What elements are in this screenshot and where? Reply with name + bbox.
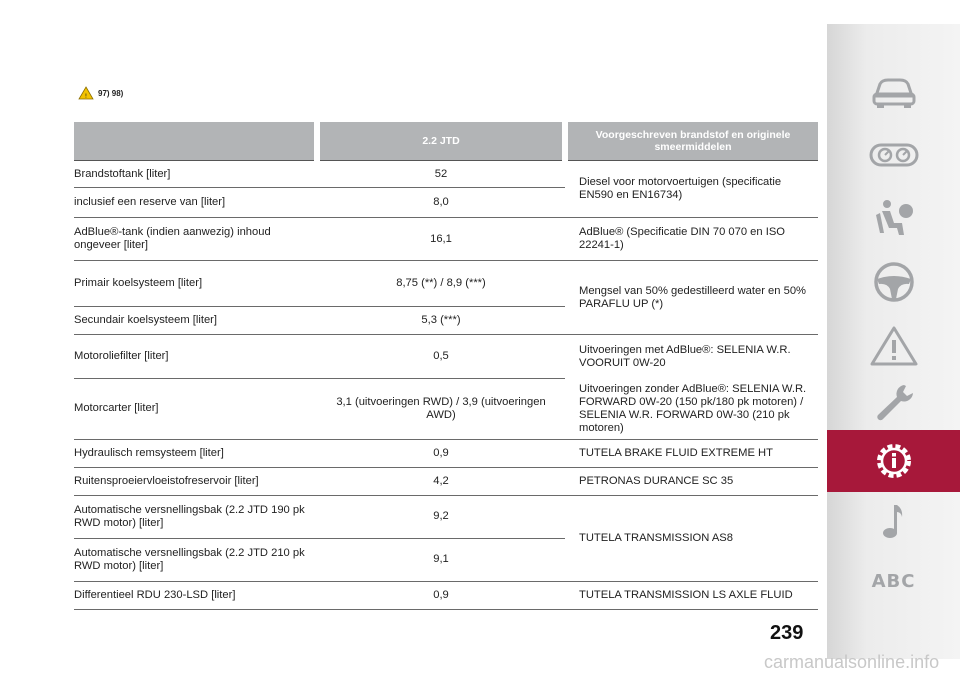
header-engine: 2.2 JTD (317, 122, 565, 161)
music-note-icon (868, 500, 920, 542)
table-row (74, 261, 818, 307)
gear-info-icon (868, 440, 920, 482)
table-row (74, 335, 818, 379)
sidebar-item-emergency[interactable] (827, 320, 960, 372)
sidebar-item-multimedia[interactable] (827, 496, 960, 546)
warning-triangle-icon (78, 86, 94, 100)
steering-wheel-icon (868, 261, 920, 303)
fluid-adblue: AdBlue® (Specificatie DIN 70 070 en ISO 22241-1) (565, 218, 818, 261)
row-label: Hydraulisch remsysteem [liter] (74, 439, 317, 467)
row-label: Motoroliefilter [liter] (74, 335, 317, 379)
row-value: 5,3 (***) (317, 307, 565, 335)
row-value: 4,2 (317, 467, 565, 495)
sidebar-item-driving[interactable] (827, 256, 960, 308)
dashboard-icon (868, 134, 920, 176)
row-label: Automatische versnellingsbak (2.2 JTD 210 pk RWD motor) [liter] (74, 538, 317, 581)
fluid-coolant: Mengsel van 50% gedestilleerd water en 50% PARAFLU UP (*) (565, 261, 818, 335)
row-value: 0,9 (317, 439, 565, 467)
row-label: Primair koelsysteem [liter] (74, 261, 317, 307)
table-row (74, 218, 818, 261)
row-value: 8,75 (**) / 8,9 (***) (317, 261, 565, 307)
sidebar-item-technical-data[interactable] (827, 430, 960, 492)
row-value: 9,2 (317, 495, 565, 538)
row-label: AdBlue®-tank (indien aanwezig) inhoud ongeveer [liter] (74, 218, 317, 261)
index-abc-label: ABC (871, 570, 916, 592)
header-fluids: Voorgeschreven brandstof en originele smeermiddelen (565, 122, 818, 161)
row-label: Secundair koelsysteem [liter] (74, 307, 317, 335)
row-value: 8,0 (317, 188, 565, 218)
sidebar-item-maintenance[interactable] (827, 374, 960, 430)
airbag-icon (868, 197, 920, 239)
table-row (74, 581, 818, 609)
row-value: 16,1 (317, 218, 565, 261)
chapter-sidebar (827, 24, 960, 659)
table-row (74, 439, 818, 467)
row-label: inclusief een reserve van [liter] (74, 188, 317, 218)
sidebar-item-car[interactable] (827, 66, 960, 116)
warning-icon (868, 325, 920, 367)
row-label: Motorcarter [liter] (74, 379, 317, 440)
warning-ref-text: 97) 98) (98, 88, 124, 98)
sidebar-item-safety[interactable] (827, 192, 960, 244)
row-value: 52 (317, 161, 565, 188)
table-header (74, 122, 818, 161)
header-empty (74, 122, 317, 161)
row-label: Ruitensproeiervloeistofreservoir [liter] (74, 467, 317, 495)
warning-refs (78, 86, 123, 100)
fluid-oil-adblue: Uitvoeringen met AdBlue®: SELENIA W.R. VOORUIT 0W-20 (579, 343, 791, 369)
watermark: carmanualsonline.info (764, 652, 940, 672)
row-value: 3,1 (uitvoeringen RWD) / 3,9 (uitvoeringen AWD) (317, 379, 565, 440)
fluid-differential: TUTELA TRANSMISSION LS AXLE FLUID (565, 581, 818, 609)
page-number: 239 (770, 622, 804, 644)
sidebar-item-dashboard[interactable] (827, 130, 960, 180)
row-value: 0,5 (317, 335, 565, 379)
table-row (74, 161, 818, 188)
fluid-washer: PETRONAS DURANCE SC 35 (565, 467, 818, 495)
wrench-icon (868, 381, 920, 423)
capacities-table (74, 122, 818, 610)
svg-text:!: ! (85, 93, 87, 100)
row-label: Brandstoftank [liter] (74, 161, 317, 188)
row-label: Differentieel RDU 230-LSD [liter] (74, 581, 317, 609)
fluid-oil-no-adblue: Uitvoeringen zonder AdBlue®: SELENIA W.R. FORWARD 0W-20 (150 pk/180 pk motoren) / SELENIA W.R. FORWARD 0W-30 (210 pk motoren) (565, 379, 818, 440)
sidebar-item-index[interactable] (827, 564, 960, 598)
table-row (74, 467, 818, 495)
row-label: Automatische versnellingsbak (2.2 JTD 190 pk RWD motor) [liter] (74, 495, 317, 538)
car-icon (868, 70, 920, 112)
row-value: 9,1 (317, 538, 565, 581)
table-row (74, 379, 818, 440)
fluid-fuel: Diesel voor motorvoertuigen (specificatie EN590 en EN16734) (565, 161, 818, 218)
row-value: 0,9 (317, 581, 565, 609)
fluid-brake: TUTELA BRAKE FLUID EXTREME HT (565, 439, 818, 467)
fluid-transmission: TUTELA TRANSMISSION AS8 (565, 495, 818, 581)
table-row (74, 495, 818, 538)
